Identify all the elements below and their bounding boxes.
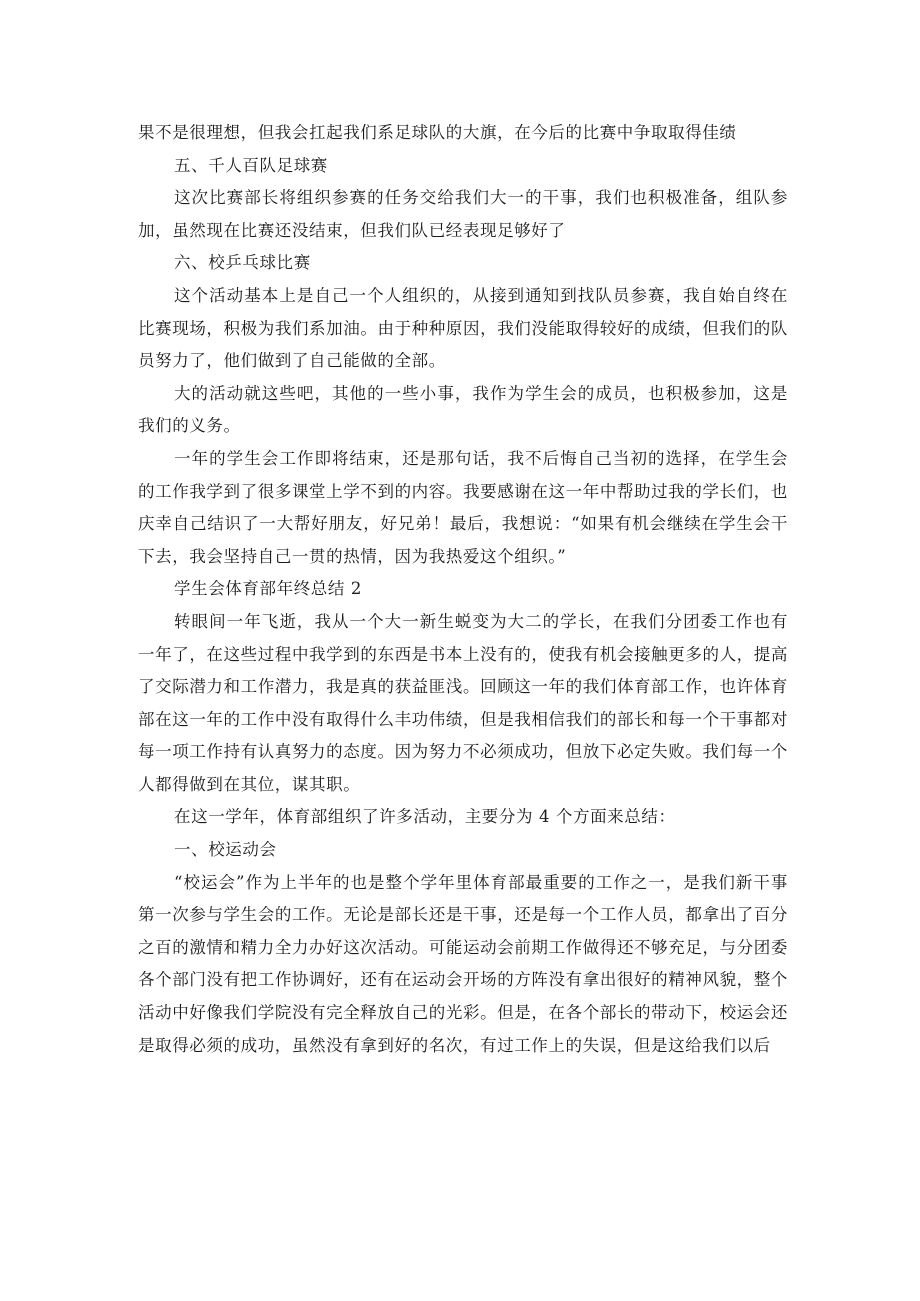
paragraph: “校运会”作为上半年的也是整个学年里体育部最重要的工作之一，是我们新干事第一次参与学生会的工作。无论是部长还是干事，还是每一个工作人员，都拿出了百分之百的激情和精力全力办好这次活动。可能运动会前期工作做得还不够充足，与分团委各个部门没有把工作协调好，还有在运动会开场的方阵没有拿出很好的精神风貌，整个活动中好像我们学院没有完全释放自己的光彩。但是，在各个部长的带动下，校运会还是取得必须的成功，虽然没有拿到好的名次，有过工作上的失误，但是这给我们以后 [138,872,788,1055]
section-heading-six: 六、校乒乓球比赛 [174,253,311,273]
paragraph: 大的活动就这些吧，其他的一些小事，我作为学生会的成员，也积极参加，这是我们的义务。 [138,383,788,436]
section-heading-one: 一、校运动会 [174,840,277,860]
document-subtitle: 学生会体育部年终总结 2 [174,579,362,599]
document-body [138,117,788,1062]
section-heading-five: 五、千人百队足球赛 [174,155,328,175]
paragraph-continuation: 果不是很理想，但我会扛起我们系足球队的大旗，在今后的比赛中争取取得佳绩 [138,123,737,142]
paragraph: 一年的学生会工作即将结束，还是那句话，我不后悔自己当初的选择，在学生会的工作我学到了很多课堂上学不到的内容。我要感谢在这一年中帮助过我的学长们，也庆幸自己结识了一大帮好朋友，好兄弟！最后，我想说：“如果有机会继续在学生会干下去，我会坚持自己一贯的热情，因为我热爱这个组织。” [138,448,788,566]
paragraph: 这个活动基本上是自己一个人组织的，从接到通知到找队员参赛，我自始自终在比赛现场，积极为我们系加油。由于种种原因，我们没能取得较好的成绩，但我们的队员努力了，他们做到了自己能做的全部。 [138,285,788,371]
paragraph: 转眼间一年飞逝，我从一个大一新生蜕变为大二的学长，在我们分团委工作也有一年了，在这些过程中我学到的东西是书本上没有的，使我有机会接触更多的人，提高了交际潜力和工作潜力，我是真的获益匪浅。回顾这一年的我们体育部工作，也许体育部在这一年的工作中没有取得什么丰功伟绩，但是我相信我们的部长和每一个干事都对每一项工作持有认真努力的态度。因为努力不必须成功，但放下必定失败。我们每一个人都得做到在其位，谋其职。 [138,611,788,794]
paragraph: 在这一学年，体育部组织了许多活动，主要分为 4 个方面来总结： [174,807,676,827]
paragraph: 这次比赛部长将组织参赛的任务交给我们大一的干事，我们也积极准备，组队参加，虽然现在比赛还没结束，但我们队已经表现足够好了 [138,188,788,240]
